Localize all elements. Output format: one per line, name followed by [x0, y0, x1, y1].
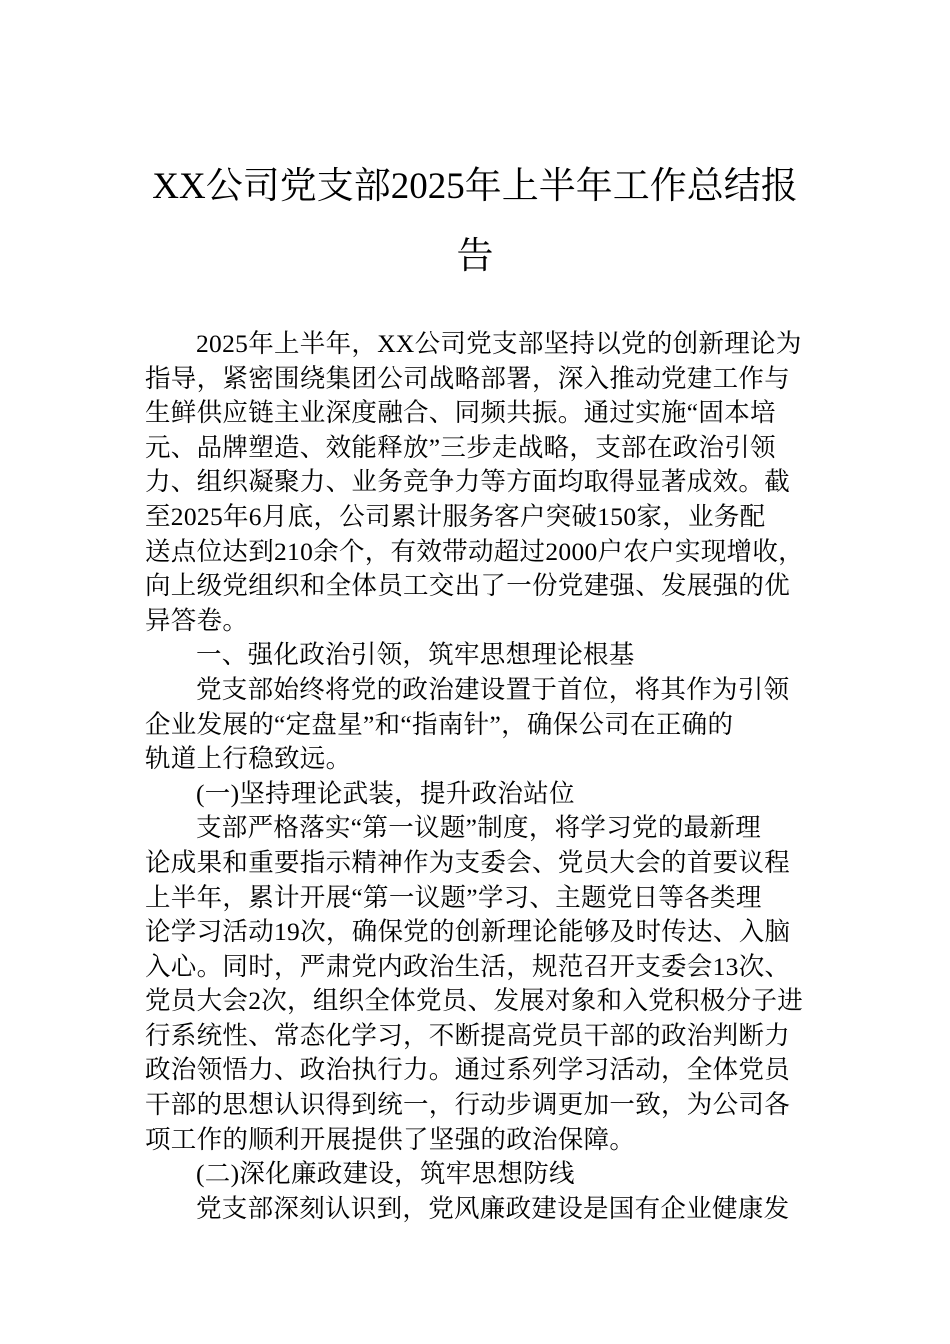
- paragraph: [145, 811, 835, 1157]
- text-line: 论学习活动19次，确保党的创新理论能够及时传达、入脑: [145, 917, 791, 947]
- text-line: 党支部深刻认识到，党风廉政建设是国有企业健康发: [196, 1193, 790, 1223]
- section-heading: [145, 777, 835, 812]
- text-line: 政治领悟力、政治执行力。通过系列学习活动，全体党员: [145, 1055, 791, 1085]
- document-body: [145, 327, 835, 1226]
- text-line: 元、品牌塑造、效能释放”三步走战略，支部在政治引领: [145, 432, 776, 462]
- text-line: 力、组织凝聚力、业务竞争力等方面均取得显著成效。截: [145, 467, 791, 497]
- text-line: 送点位达到210余个，有效带动超过2000户农户实现增收，: [145, 536, 804, 566]
- text-line: 行系统性、常态化学习，不断提高党员干部的政治判断力: [145, 1020, 791, 1050]
- section-heading: [145, 1157, 835, 1192]
- paragraph: [145, 327, 835, 638]
- text-line: 异答卷。: [145, 605, 249, 635]
- text-line: 论成果和重要指示精神作为支委会、党员大会的首要议程: [145, 847, 791, 877]
- text-line: 党支部始终将党的政治建设置于首位，将其作为引领: [196, 674, 790, 704]
- text-line: 至2025年6月底，公司累计服务客户突破150家，业务配: [145, 501, 766, 531]
- text-line: 生鲜供应链主业深度融合、同频共振。通过实施“固本培: [145, 398, 776, 428]
- text-line: 入心。同时，严肃党内政治生活，规范召开支委会13次、: [145, 951, 791, 981]
- text-line: 轨道上行稳致远。: [145, 744, 352, 774]
- text-line: 干部的思想认识得到统一，行动步调更加一致，为公司各: [145, 1090, 791, 1120]
- text-line: 2025年上半年，XX公司党支部坚持以党的创新理论为: [196, 329, 802, 358]
- text-line: 支部严格落实“第一议题”制度，将学习党的最新理: [196, 813, 762, 843]
- text-line: 项工作的顺利开展提供了坚强的政治保障。: [145, 1124, 636, 1154]
- text-line: 一、强化政治引领，筑牢思想理论根基: [196, 640, 635, 670]
- text-line: (二)深化廉政建设，筑牢思想防线: [196, 1159, 575, 1189]
- text-line: 党员大会2次，组织全体党员、发展对象和入党积极分子进: [145, 986, 804, 1016]
- document-title-continued: 告: [456, 236, 494, 277]
- text-line: 上半年，累计开展“第一议题”学习、主题党日等各类理: [145, 882, 762, 912]
- text-line: 企业发展的“定盘星”和“指南针”，确保公司在正确的: [145, 709, 734, 739]
- paragraph: [145, 673, 835, 777]
- text-line: 向上级党组织和全体员工交出了一份党建强、发展强的优: [145, 571, 791, 601]
- text-line: (一)坚持理论武装，提升政治站位: [196, 778, 575, 808]
- section-heading: [145, 638, 835, 673]
- document-title: XX公司党支部2025年上半年工作总结报: [152, 166, 798, 207]
- text-line: 指导，紧密围绕集团公司战略部署，深入推动党建工作与: [145, 363, 791, 393]
- paragraph: [145, 1192, 835, 1227]
